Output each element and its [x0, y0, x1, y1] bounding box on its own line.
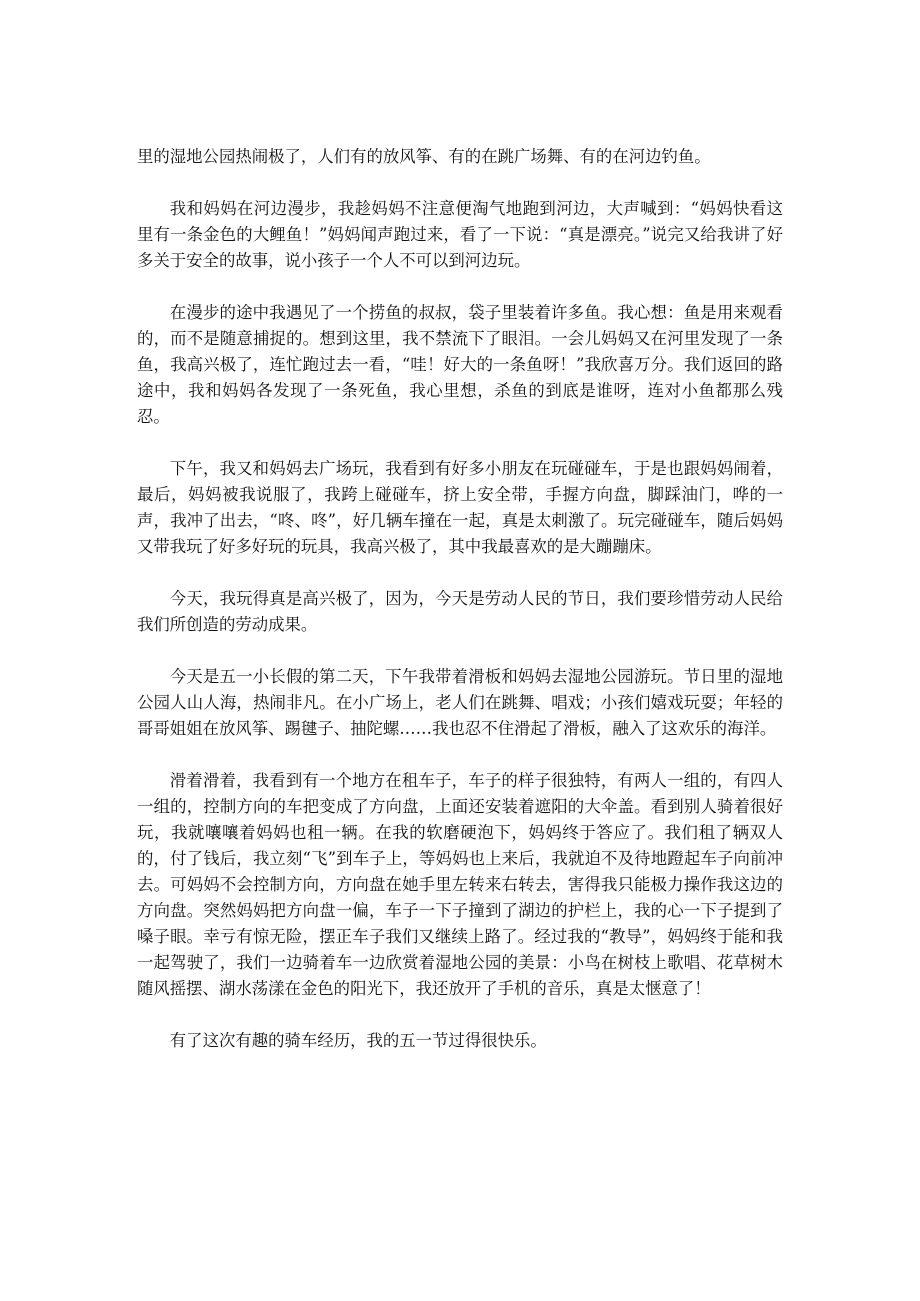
paragraph-continued: 里的湿地公园热闹极了，人们有的放风筝、有的在跳广场舞、有的在河边钓鱼。: [137, 147, 711, 166]
paragraph-river-walk: 我和妈妈在河边漫步，我趁妈妈不注意便淘气地跑到河边，大声喊到：“妈妈快看这里有一条金色的大鲤鱼！”妈妈闻声跑过来，看了一下说：“真是漂亮。”说完又给我讲了好多关于安全的故事，说小孩子一个人不可以到河边玩。: [137, 199, 783, 270]
paragraph-labor-day: 今天，我玩得真是高兴极了，因为，今天是劳动人民的节日，我们要珍惜劳动人民给我们所创造的劳动成果。: [137, 589, 783, 634]
paragraph-second-day: 今天是五一小长假的第二天，下午我带着滑板和妈妈去湿地公园游玩。节日里的湿地公园人山人海，热闹非凡。在小广场上，老人们在跳舞、唱戏；小孩们嬉戏玩耍；年轻的哥哥姐姐在放风筝、踢毽子、抽陀螺……我也忍不住滑起了滑板，融入了这欢乐的海洋。: [137, 667, 783, 738]
paragraph-fishing-uncle: 在漫步的途中我遇见了一个捞鱼的叔叔，袋子里装着许多鱼。我心想：鱼是用来观看的，而不是随意捕捉的。想到这里，我不禁流下了眼泪。一会儿妈妈又在河里发现了一条鱼，我高兴极了，连忙跑过去一看，“哇！好大的一条鱼呀！”我欣喜万分。我们返回的路途中，我和妈妈各发现了一条死鱼，我心里想，杀鱼的到底是谁呀，连对小鱼都那么残忍。: [137, 303, 783, 426]
paragraph-rental-car: 滑着滑着，我看到有一个地方在租车子，车子的样子很独特，有两人一组的，有四人一组的，控制方向的车把变成了方向盘，上面还安装着遮阳的大伞盖。看到别人骑着很好玩，我就嚷嚷着妈妈也租一辆。在我的软磨硬泡下，妈妈终于答应了。我们租了辆双人的，付了钱后，我立刻“飞”到车子上，等妈妈也上来后，我就迫不及待地蹬起车子向前冲去。可妈妈不会控制方向，方向盘在她手里左转来右转去，害得我只能极力操作我这边的方向盘。突然妈妈把方向盘一偏，车子一下子撞到了湖边的护栏上，我的心一下子提到了嗓子眼。幸亏有惊无险，摆正车子我们又继续上路了。经过我的“教导”，妈妈终于能和我一起驾驶了，我们一边骑着车一边欣赏着湿地公园的美景：小鸟在树枝上歌唱、花草树木随风摇摆、湖水荡漾在金色的阳光下，我还放开了手机的音乐，真是太惬意了！: [137, 771, 783, 998]
paragraph-bumper-cars: 下午，我又和妈妈去广场玩，我看到有好多小朋友在玩碰碰车，于是也跟妈妈闹着，最后，妈妈被我说服了，我跨上碰碰车，挤上安全带，手握方向盘，脚踩油门，哗的一声，我冲了出去，“咚、咚”，好几辆车撞在一起，真是太刺激了。玩完碰碰车，随后妈妈又带我玩了好多好玩的玩具，我高兴极了，其中我最喜欢的是大蹦蹦床。: [137, 459, 783, 556]
paragraph-conclusion: 有了这次有趣的骑车经历，我的五一节过得很快乐。: [169, 1031, 547, 1050]
document-body: [137, 144, 783, 1080]
